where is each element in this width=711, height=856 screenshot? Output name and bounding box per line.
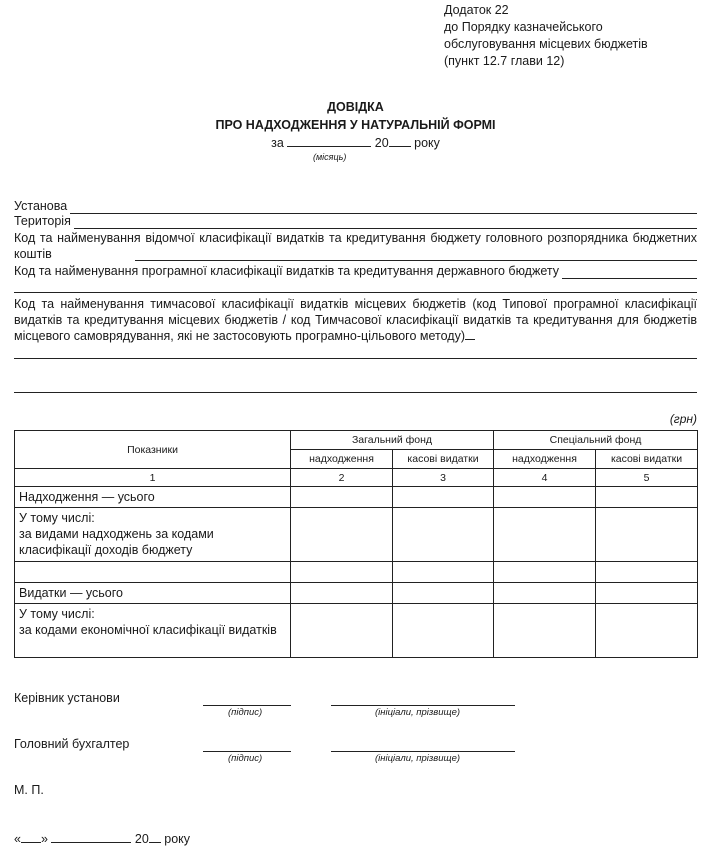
table-cell[interactable]: [291, 604, 393, 658]
table-cell[interactable]: [596, 487, 698, 508]
accountant-signature-caption: (підпис): [228, 753, 263, 764]
head-name-caption: (ініціали, прізвище): [375, 707, 461, 718]
table-cell[interactable]: [291, 487, 393, 508]
program-code-input-line[interactable]: [562, 266, 697, 279]
table-cell[interactable]: [596, 562, 698, 583]
head-name-line[interactable]: [331, 705, 515, 706]
period-prefix: за: [271, 136, 284, 150]
table-row: [15, 487, 698, 508]
period-suffix: року: [414, 136, 440, 150]
institution-field: [14, 198, 697, 214]
month-field[interactable]: [287, 135, 371, 147]
column-number: 5: [596, 469, 698, 487]
date-close-quote: »: [40, 832, 48, 846]
temp-code-label: Код та найменування тимчасової класифікації видатків місцевих бюджетів (код Типової програмної класифікації видатків та кредитування місцевих бюджетів / код Тимчасової класифікації видатків та кредитування для бюджетів місцевого самоврядування, які не застосовують програмно-цільового методу): [14, 297, 697, 343]
date-month-field[interactable]: [51, 831, 131, 843]
table-cell[interactable]: [291, 508, 393, 562]
column-number: 3: [393, 469, 494, 487]
table-cell[interactable]: [494, 583, 596, 604]
table-row: [15, 562, 698, 583]
column-number: 4: [494, 469, 596, 487]
table-header-row-1: [15, 431, 698, 450]
indicators-header: Показники: [15, 431, 291, 469]
program-code-extra-line: [14, 292, 697, 293]
including-expenses-label: У тому числі: за кодами економічної класифікації видатків: [15, 604, 291, 658]
accountant-name-line[interactable]: [331, 751, 515, 752]
territory-field: [14, 213, 697, 229]
table-cell[interactable]: [393, 487, 494, 508]
date-year-field[interactable]: [149, 831, 161, 843]
table-cell[interactable]: [393, 508, 494, 562]
table-cell[interactable]: [494, 487, 596, 508]
head-label: Керівник установи: [14, 691, 120, 705]
special-cash-expenses-header: касові видатки: [596, 450, 698, 469]
table-cell[interactable]: [494, 508, 596, 562]
sign-date: [14, 831, 190, 846]
general-cash-expenses-header: касові видатки: [393, 450, 494, 469]
table-cell[interactable]: [393, 604, 494, 658]
appendix-line-2: до Порядку казначейського: [444, 20, 603, 34]
table-row: [15, 583, 698, 604]
date-suffix: року: [164, 832, 191, 846]
including-receipts-label: У тому числі: за видами надходжень за кодами класифікації доходів бюджету: [15, 508, 291, 562]
seal-mark: М. П.: [14, 783, 44, 797]
period-year-prefix: 20: [374, 136, 389, 150]
dept-code-label: Код та найменування відомчої класифікації видатків та кредитування бюджету головного розпорядника бюджетних коштів: [14, 231, 697, 261]
program-code-field: [14, 263, 697, 279]
territory-input-line[interactable]: [74, 216, 697, 229]
accountant-signature-line[interactable]: [203, 751, 291, 752]
appendix-line-1: Додаток 22: [444, 3, 509, 17]
year-field[interactable]: [389, 135, 411, 147]
general-fund-header: Загальний фонд: [291, 431, 494, 450]
dept-code-input-line[interactable]: [135, 260, 697, 261]
appendix-line-3: обслуговування місцевих бюджетів: [444, 37, 648, 51]
special-receipts-header: надходження: [494, 450, 596, 469]
table-cell[interactable]: [291, 562, 393, 583]
temp-code-extra-line-1[interactable]: [14, 358, 697, 359]
table-cell[interactable]: [596, 604, 698, 658]
receipts-table: [14, 430, 698, 658]
table-cell[interactable]: [596, 508, 698, 562]
appendix-note: [444, 2, 648, 70]
table-cell[interactable]: [393, 562, 494, 583]
dept-code-field: [14, 230, 697, 262]
column-number-row: [15, 469, 698, 487]
table-cell[interactable]: [15, 562, 291, 583]
table-cell[interactable]: [291, 583, 393, 604]
institution-label: Установа: [14, 199, 68, 213]
head-signature-caption: (підпис): [228, 707, 263, 718]
general-receipts-header: надходження: [291, 450, 393, 469]
document-subtitle: ПРО НАДХОДЖЕННЯ У НАТУРАЛЬНІЙ ФОРМІ: [215, 118, 496, 132]
table-row: [15, 604, 698, 658]
special-fund-header: Спеціальний фонд: [494, 431, 698, 450]
temp-code-input-line[interactable]: [465, 328, 475, 340]
receipts-total-label: Надходження — усього: [15, 487, 291, 508]
report-period: [0, 135, 711, 150]
head-signature-line[interactable]: [203, 705, 291, 706]
date-open-quote: «: [14, 832, 21, 846]
territory-label: Територія: [14, 214, 71, 228]
temp-code-extra-line-2[interactable]: [14, 392, 697, 393]
month-caption: (місяць): [313, 152, 347, 162]
table-cell[interactable]: [393, 583, 494, 604]
expenses-total-label: Видатки — усього: [15, 583, 291, 604]
column-number: 2: [291, 469, 393, 487]
temp-code-field: [14, 296, 697, 344]
table-cell[interactable]: [596, 583, 698, 604]
currency-units: (грн): [669, 412, 697, 426]
table-cell[interactable]: [494, 604, 596, 658]
accountant-label: Головний бухгалтер: [14, 737, 130, 751]
date-year-prefix: 20: [134, 832, 149, 846]
day-field[interactable]: [21, 831, 41, 843]
table-cell[interactable]: [494, 562, 596, 583]
appendix-line-4: (пункт 12.7 глави 12): [444, 54, 565, 68]
document-title: ДОВІДКА: [327, 100, 384, 114]
program-code-label: Код та найменування програмної класифікації видатків та кредитування державного бюджету: [14, 264, 559, 278]
accountant-name-caption: (ініціали, прізвище): [375, 753, 461, 764]
table-row: [15, 508, 698, 562]
column-number: 1: [15, 469, 291, 487]
